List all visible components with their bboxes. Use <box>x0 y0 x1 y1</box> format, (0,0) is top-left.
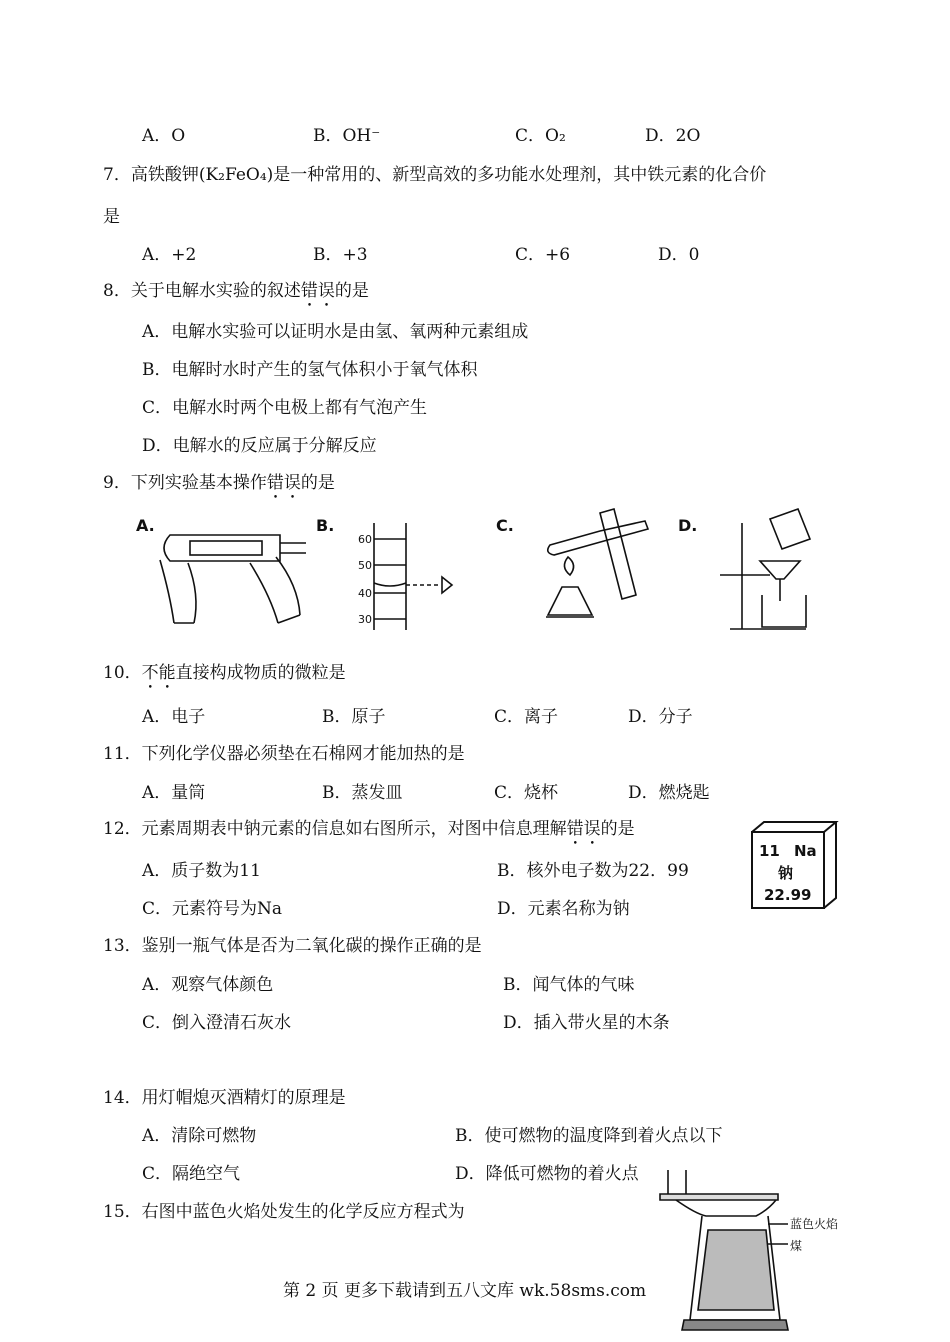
q11-option-d: D．燃烧匙 <box>628 783 710 803</box>
q6-option-d: D．2O <box>645 126 701 146</box>
q12-option-b: B．核外电子数为22．99 <box>497 861 689 881</box>
q8-stem-prefix: 8．关于电解水实验的叙述 <box>103 281 301 301</box>
q7-option-a: A．+2 <box>142 245 197 265</box>
q8-stem <box>103 276 369 311</box>
q8-stem-emphasis: 错误 <box>300 281 335 301</box>
q11-stem: 11．下列化学仪器必须垫在石棉网才能加热的是 <box>103 744 465 764</box>
q9-tick-50: 50 <box>358 559 372 572</box>
element-card-symbol: Na <box>794 842 817 860</box>
q8-option-a: A．电解水实验可以证明水是由氢、氧两种元素组成 <box>142 322 529 342</box>
q12-option-a: A．质子数为11 <box>142 861 261 881</box>
q10-option-b: B．原子 <box>322 707 386 727</box>
stove-label-coal: 煤 <box>790 1239 803 1253</box>
q12-stem <box>103 814 635 849</box>
q12-stem-prefix: 12．元素周期表中钠元素的信息如右图所示，对图中信息理解 <box>103 819 567 839</box>
coal-stove-figure <box>656 1170 844 1340</box>
element-card-mass: 22.99 <box>764 886 812 904</box>
page-footer: 第 2 页 更多下载请到五八文库 wk.58sms.com <box>283 1281 647 1301</box>
q9-stem <box>103 468 335 503</box>
q9-figure-strip <box>130 505 850 640</box>
q9-figure-b-label: B. <box>316 516 335 535</box>
q12-option-d: D．元素名称为钠 <box>497 899 630 919</box>
sodium-element-card <box>748 818 840 912</box>
q14-option-b: B．使可燃物的温度降到着火点以下 <box>455 1126 723 1146</box>
q11-option-a: A．量筒 <box>142 783 206 803</box>
q7-stem-line1: 7．高铁酸钾(K₂FeO₄)是一种常用的、新型高效的多功能水处理剂，其中铁元素的化合价 <box>103 165 767 185</box>
q11-option-b: B．蒸发皿 <box>322 783 403 803</box>
q12-option-c: C．元素符号为Na <box>142 899 283 919</box>
q9-figure-d <box>720 509 810 629</box>
q7-option-d: D．0 <box>658 245 700 265</box>
q7-stem-line2: 是 <box>103 207 120 227</box>
q6-option-b: B．OH⁻ <box>313 126 381 146</box>
q14-option-c: C．隔绝空气 <box>142 1164 241 1184</box>
q15-stem: 15．右图中蓝色火焰处发生的化学反应方程式为 <box>103 1202 465 1222</box>
q9-figure-c-label: C. <box>496 516 514 535</box>
q9-figure-d-label: D. <box>678 516 698 535</box>
q8-option-c: C．电解水时两个电极上都有气泡产生 <box>142 398 428 418</box>
q13-stem: 13．鉴别一瓶气体是否为二氧化碳的操作正确的是 <box>103 936 482 956</box>
q10-option-d: D．分子 <box>628 707 693 727</box>
q10-stem <box>103 658 346 693</box>
q10-stem-emphasis: 不能 <box>141 663 176 683</box>
element-card-name: 钠 <box>778 864 794 882</box>
q9-figure-c <box>546 509 648 617</box>
q14-option-d: D．降低可燃物的着火点 <box>455 1164 639 1184</box>
q9-stem-prefix: 9．下列实验基本操作 <box>103 473 267 493</box>
q8-stem-suffix: 的是 <box>334 281 369 301</box>
q9-figure-a <box>160 535 306 623</box>
q10-option-a: A．电子 <box>142 707 206 727</box>
q14-option-a: A．清除可燃物 <box>142 1126 257 1146</box>
q12-stem-emphasis: 错误 <box>566 819 601 839</box>
q7-option-c: C．+6 <box>515 245 571 265</box>
q10-stem-prefix: 10． <box>103 663 142 683</box>
q6-option-c: C．O₂ <box>515 126 566 146</box>
q8-option-b: B．电解时水时产生的氢气体积小于氧气体积 <box>142 360 478 380</box>
q7-option-b: B．+3 <box>313 245 368 265</box>
q13-option-c: C．倒入澄清石灰水 <box>142 1013 292 1033</box>
q9-tick-60: 60 <box>358 533 372 546</box>
q9-tick-30: 30 <box>358 613 372 626</box>
q13-option-d: D．插入带火星的木条 <box>503 1013 670 1033</box>
q13-option-b: B．闻气体的气味 <box>503 975 635 995</box>
q13-option-a: A．观察气体颜色 <box>142 975 274 995</box>
stove-label-blue-flame: 蓝色火焰 <box>790 1217 839 1231</box>
q9-figure-a-label: A. <box>136 516 155 535</box>
q10-stem-suffix: 直接构成物质的微粒是 <box>175 663 346 683</box>
q9-tick-40: 40 <box>358 587 372 600</box>
q6-option-a: A．O <box>142 126 186 146</box>
q12-stem-suffix: 的是 <box>600 819 635 839</box>
q9-stem-suffix: 的是 <box>300 473 335 493</box>
q10-option-c: C．离子 <box>494 707 559 727</box>
q8-option-d: D．电解水的反应属于分解反应 <box>142 436 377 456</box>
q14-stem: 14．用灯帽熄灭酒精灯的原理是 <box>103 1088 346 1108</box>
element-card-number: 11 <box>759 842 780 860</box>
q9-figure-b <box>374 523 452 630</box>
q9-stem-emphasis: 错误 <box>266 473 301 493</box>
q11-option-c: C．烧杯 <box>494 783 559 803</box>
